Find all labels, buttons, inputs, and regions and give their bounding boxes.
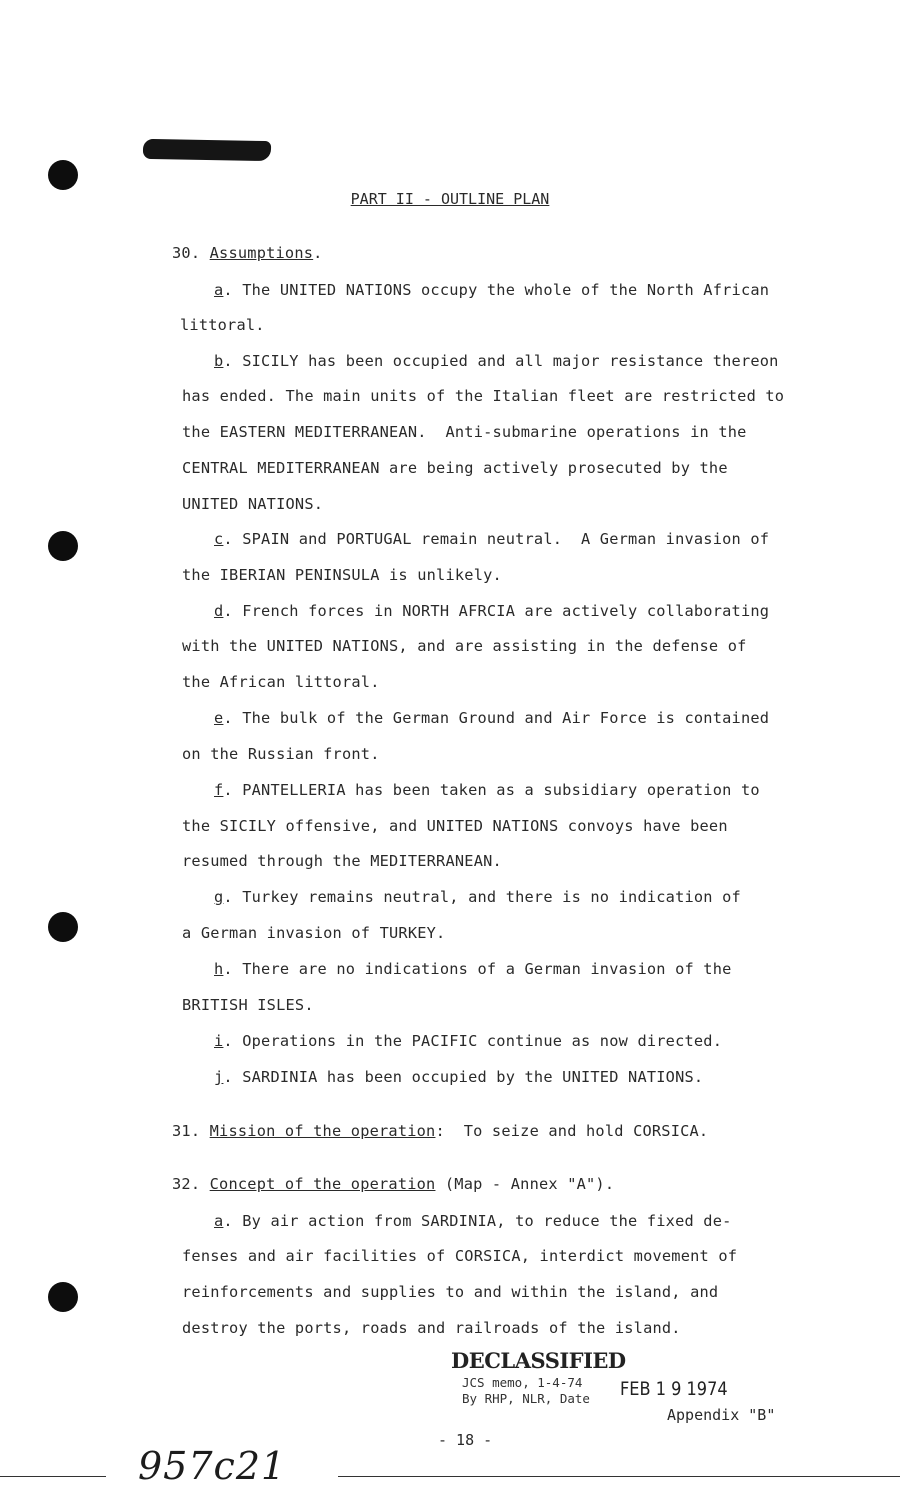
text-line-rest: . By air action from SARDINIA, to reduce the fixed de- — [223, 1212, 732, 1230]
text-line — [182, 565, 502, 585]
underlined-term: a — [214, 281, 224, 299]
underlined-term: j — [214, 1068, 224, 1086]
declassified-stamp-authority: JCS memo, 1-4-74 — [462, 1375, 583, 1390]
text-line-rest: . SICILY has been occupied and all major resistance thereon — [223, 352, 779, 370]
text-line-rest: . French forces in NORTH AFRCIA are actively collaborating — [223, 602, 770, 620]
punch-hole-icon — [48, 912, 78, 942]
underlined-term: c — [214, 530, 224, 548]
underlined-term: i — [214, 1032, 224, 1050]
text-line-lead: with the UNITED NATIONS, and are assisting in the defense of — [182, 637, 747, 655]
text-line-rest: . SARDINIA has been occupied by the UNITED NATIONS. — [223, 1068, 704, 1086]
text-line — [214, 1031, 722, 1051]
text-line — [214, 280, 769, 300]
text-line — [172, 243, 323, 263]
text-line-lead: has ended. The main units of the Italian fleet are restricted to — [182, 387, 785, 405]
text-line-lead: BRITISH ISLES. — [182, 996, 314, 1014]
text-line — [214, 780, 760, 800]
text-line — [214, 529, 769, 549]
text-line-lead: littoral. — [180, 316, 265, 334]
text-line-lead: CENTRAL MEDITERRANEAN are being actively prosecuted by the — [182, 459, 728, 477]
text-line-lead: the IBERIAN PENINSULA is unlikely. — [182, 566, 502, 584]
text-line-rest: . — [313, 244, 323, 262]
text-line-rest: . The UNITED NATIONS occupy the whole of the North African — [223, 281, 770, 299]
text-line — [214, 887, 741, 907]
bottom-rule-left — [0, 1476, 106, 1477]
underlined-term: d — [214, 602, 224, 620]
text-line — [182, 458, 728, 478]
text-line — [180, 315, 265, 335]
text-line — [182, 995, 314, 1015]
text-line-lead: reinforcements and supplies to and within the island, and — [182, 1283, 719, 1301]
declassified-stamp-title: DECLASSIFIED — [451, 1348, 626, 1373]
text-line — [214, 708, 769, 728]
text-line-lead: the African littoral. — [182, 673, 380, 691]
text-line-rest: . Operations in the PACIFIC continue as now directed. — [223, 1032, 723, 1050]
underlined-term: Assumptions — [209, 244, 314, 262]
text-line-rest: . SPAIN and PORTUGAL remain neutral. A German invasion of — [223, 530, 770, 548]
text-line-lead: on the Russian front. — [182, 745, 380, 763]
text-line-lead: fenses and air facilities of CORSICA, interdict movement of — [182, 1247, 738, 1265]
text-line — [214, 1211, 732, 1231]
underlined-term: Concept of the operation — [209, 1175, 436, 1193]
text-line — [182, 1246, 737, 1266]
text-line — [182, 851, 502, 871]
text-line-lead: the EASTERN MEDITERRANEAN. Anti-submarine operations in the — [182, 423, 747, 441]
text-line — [172, 1174, 614, 1194]
text-line — [182, 1318, 681, 1338]
text-line-rest: (Map - Annex "A"). — [435, 1175, 615, 1193]
page-heading — [0, 190, 900, 208]
text-line — [214, 351, 779, 371]
page-number: - 18 - — [438, 1431, 493, 1449]
appendix-label: Appendix "B" — [667, 1406, 776, 1424]
text-line-lead: resumed through the MEDITERRANEAN. — [182, 852, 502, 870]
text-line — [182, 816, 728, 836]
page-heading-text: PART II - OUTLINE PLAN — [350, 190, 550, 208]
text-line-lead: a German invasion of TURKEY. — [182, 924, 446, 942]
text-line-lead: 30. — [172, 244, 210, 262]
text-line — [182, 1282, 718, 1302]
underlined-term: g — [214, 888, 224, 906]
text-line-rest: . PANTELLERIA has been taken as a subsidiary operation to — [223, 781, 760, 799]
handwritten-note: 957c21 — [138, 1444, 287, 1488]
punch-hole-icon — [48, 531, 78, 561]
text-line-lead: UNITED NATIONS. — [182, 495, 324, 513]
redaction-mark — [143, 139, 271, 161]
text-line — [182, 422, 747, 442]
bottom-rule-right — [338, 1476, 900, 1477]
text-line-rest: . Turkey remains neutral, and there is no indication of — [223, 888, 741, 906]
underlined-term: Mission of the operation — [209, 1122, 436, 1140]
underlined-term: f — [214, 781, 224, 799]
underlined-term: a — [214, 1212, 224, 1230]
text-line-lead: the SICILY offensive, and UNITED NATIONS convoys have been — [182, 817, 728, 835]
text-line — [182, 744, 380, 764]
text-line-lead: 31. — [172, 1122, 210, 1140]
text-line-rest: . The bulk of the German Ground and Air Force is contained — [223, 709, 770, 727]
underlined-term: h — [214, 960, 224, 978]
text-line — [182, 672, 380, 692]
text-line — [182, 494, 323, 514]
underlined-term: e — [214, 709, 224, 727]
text-line — [214, 601, 769, 621]
text-line-rest: . There are no indications of a German invasion of the — [223, 960, 732, 978]
text-line-lead: destroy the ports, roads and railroads of the island. — [182, 1319, 681, 1337]
text-line-rest: : To seize and hold CORSICA. — [435, 1122, 709, 1140]
text-line — [182, 636, 747, 656]
punch-hole-icon — [48, 1282, 78, 1312]
text-line — [182, 386, 784, 406]
text-line — [214, 959, 732, 979]
text-line — [172, 1121, 708, 1141]
underlined-term: b — [214, 352, 224, 370]
punch-hole-icon — [48, 160, 78, 190]
text-line — [214, 1067, 703, 1087]
declassified-stamp-date: FEB 1 9 1974 — [620, 1378, 728, 1400]
text-line — [182, 923, 445, 943]
text-line-lead: 32. — [172, 1175, 210, 1193]
declassified-stamp-reviewer: By RHP, NLR, Date — [462, 1391, 590, 1406]
